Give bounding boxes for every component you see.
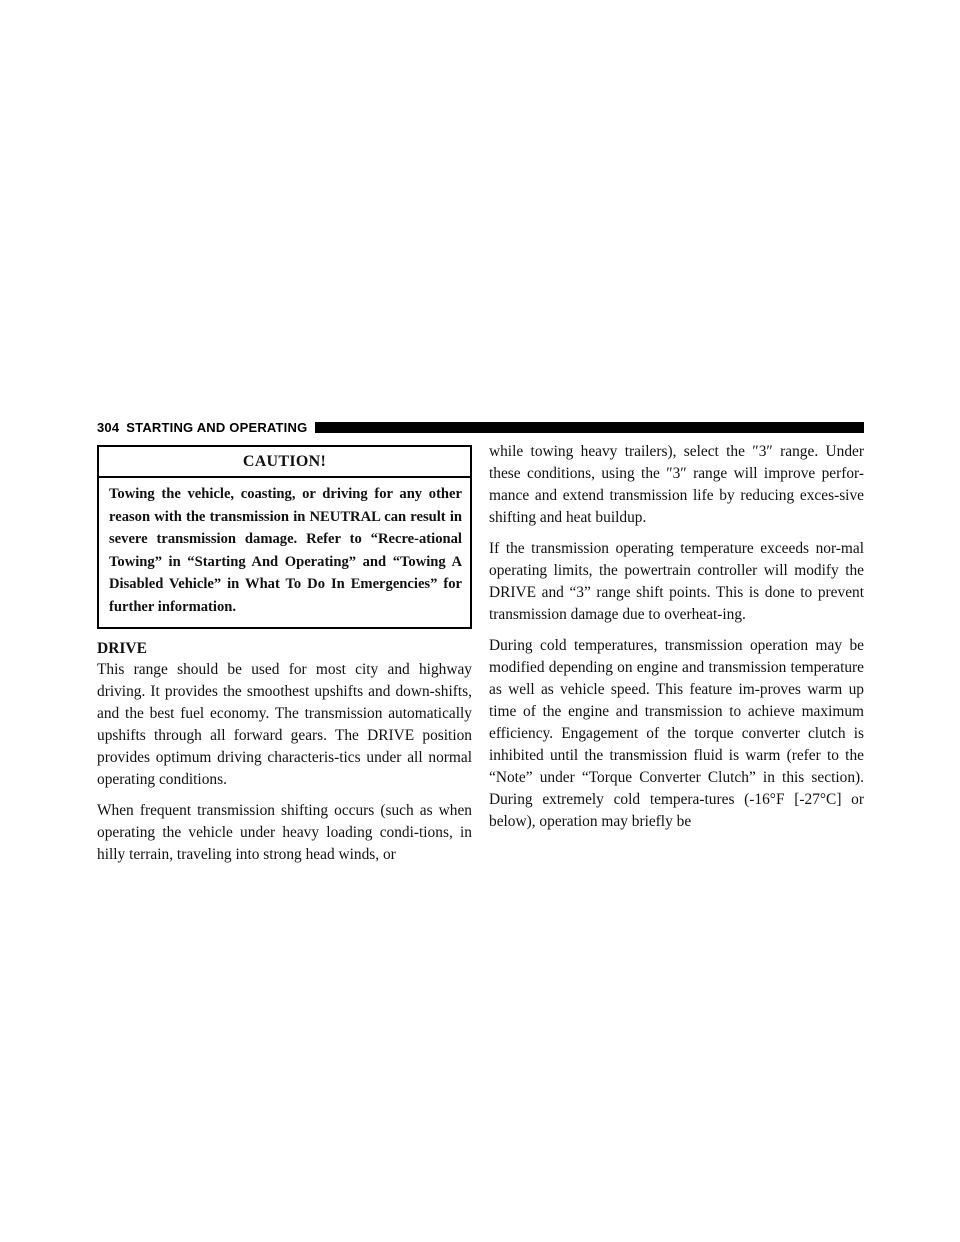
right-paragraph-3: During cold temperatures, transmission operation may be modified depending on engine and transmission temperature as well as vehicle speed. This feature im-proves warm up time of the engine and transmission to achieve maximum efficiency. Engagement of the torque converter clutch is inhibited until the transmission fluid is warm (refer to the “Note” under “Torque Converter Clutch” in this section). During extremely cold tempera-tures (-16°F [-27°C] or below), operation may briefly be: [489, 637, 864, 830]
right-paragraph-1: while towing heavy trailers), select the ″3″ range. Under these conditions, using the ″3″ range will improve perfor-mance and extend transmission life by reducing exces-sive shifting and heat buildup.: [489, 443, 864, 526]
right-column: [489, 445, 864, 833]
page-header: [97, 419, 864, 435]
header-rule: [315, 422, 864, 433]
drive-heading: DRIVE: [97, 640, 147, 657]
caution-title: CAUTION!: [99, 447, 470, 478]
caution-box: [97, 445, 472, 629]
page-number: 304: [97, 419, 120, 435]
drive-paragraph-2: When frequent transmission shifting occurs (such as when operating the vehicle under heavy loading condi-tions, in hilly terrain, traveling into strong head winds, or: [97, 802, 472, 863]
drive-paragraph-1: This range should be used for most city and highway driving. It provides the smoothest upshifts and down-shifts, and the best fuel economy. The transmission automatically upshifts through all forward gears. The DRIVE position provides optimum driving characteris-tics under all normal operating conditions.: [97, 661, 472, 788]
right-paragraph-2: If the transmission operating temperature exceeds nor-mal operating limits, the powertrain controller will modify the DRIVE and “3” range shift points. This is done to prevent transmission damage due to overheat-ing.: [489, 540, 864, 623]
caution-body: Towing the vehicle, coasting, or driving for any other reason with the transmission in NEUTRAL can result in severe transmission damage. Refer to “Recre-ational Towing” in “Starting And Operating” and “Towing A Disabled Vehicle” in What To Do In Emergencies” for further information.: [109, 486, 462, 615]
left-column: [97, 445, 472, 866]
section-title: STARTING AND OPERATING: [126, 419, 308, 435]
